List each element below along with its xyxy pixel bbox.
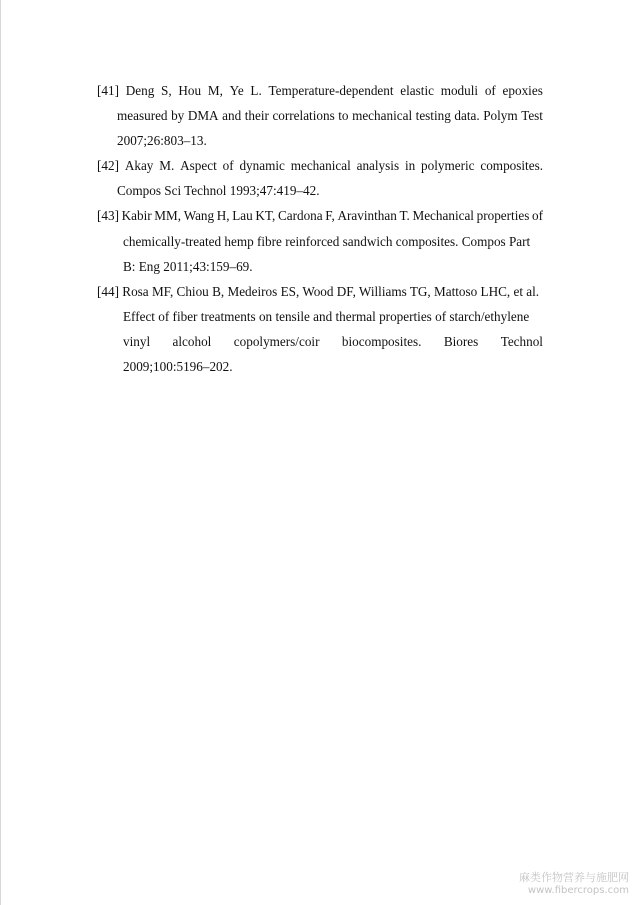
word: M. [159, 158, 175, 173]
word: mechanical [352, 108, 413, 123]
word: Temperature-dependent [268, 83, 394, 98]
word: Mechanical [412, 208, 474, 223]
word: [42] [97, 158, 119, 173]
reference-43-line-3: B: Eng 2011;43:159–69. [123, 259, 253, 274]
word: of [532, 208, 543, 223]
word: Hou [178, 83, 202, 98]
word: Polym [483, 108, 518, 123]
word: analysis [356, 158, 400, 173]
word: Wang [183, 208, 215, 223]
reference-41-line-2 [117, 108, 543, 124]
word: measured [117, 108, 168, 123]
word: properties [476, 208, 530, 223]
word: of [222, 158, 234, 173]
word: Kabir [121, 208, 152, 223]
word: Ye [229, 83, 244, 98]
word: MM, [154, 208, 182, 223]
word: H, [216, 208, 230, 223]
reference-43-line-2: chemically-treated hemp fibre reinforced sandwich composites. Compos Part [123, 234, 531, 249]
word: data. [454, 108, 480, 123]
word: Lau [232, 208, 253, 223]
word: vinyl [123, 334, 151, 349]
word: [41] [97, 83, 119, 98]
word: KT, [255, 208, 276, 223]
reference-41-line-3: 2007;26:803–13. [117, 133, 207, 148]
watermark-url: www.fibercrops.com [527, 885, 629, 896]
word: by [171, 108, 185, 123]
word: S, [161, 83, 172, 98]
reference-44-line-4: 2009;100:5196–202. [123, 359, 233, 374]
reference-42-line-1 [97, 158, 543, 174]
reference-44-line-1: [44] Rosa MF, Chiou B, Medeiros ES, Wood DF, Williams TG, Mattoso LHC, et al. [97, 284, 540, 299]
word: Aravinthan [337, 208, 397, 223]
word: of [484, 83, 496, 98]
word: DMA [187, 108, 219, 123]
word: their [244, 108, 269, 123]
reference-43-line-1 [97, 208, 543, 224]
word: in [404, 158, 416, 173]
word: alcohol [172, 334, 212, 349]
word: correlations [272, 108, 335, 123]
word: L. [250, 83, 262, 98]
word: F, [325, 208, 335, 223]
word: Technol [500, 334, 543, 349]
word: T. [399, 208, 410, 223]
word: dynamic [239, 158, 285, 173]
word: M, [207, 83, 223, 98]
word: moduli [440, 83, 479, 98]
word: mechanical [290, 158, 351, 173]
word: Test [521, 108, 543, 123]
site-watermark [519, 871, 629, 897]
word: copolymers/coir [233, 334, 320, 349]
reference-44-line-3 [123, 334, 543, 350]
word: biocomposites. [341, 334, 422, 349]
word: [43] [97, 208, 119, 223]
word: elastic [400, 83, 434, 98]
word: Biores [443, 334, 479, 349]
word: polymeric [421, 158, 475, 173]
word: and [222, 108, 242, 123]
word: epoxies [502, 83, 543, 98]
word: Cardona [277, 208, 323, 223]
reference-41-line-1 [97, 83, 543, 99]
word: composites. [480, 158, 543, 173]
reference-44-line-2: Effect of fiber treatments on tensile and thermal properties of starch/ethylene [123, 309, 530, 324]
word: to [338, 108, 349, 123]
watermark-title: 麻类作物营养与施肥网 [519, 871, 629, 884]
word: Deng [125, 83, 155, 98]
word: testing [415, 108, 451, 123]
reference-42-line-2: Compos Sci Technol 1993;47:419–42. [117, 183, 320, 198]
word: Aspect [180, 158, 217, 173]
word: Akay [124, 158, 154, 173]
